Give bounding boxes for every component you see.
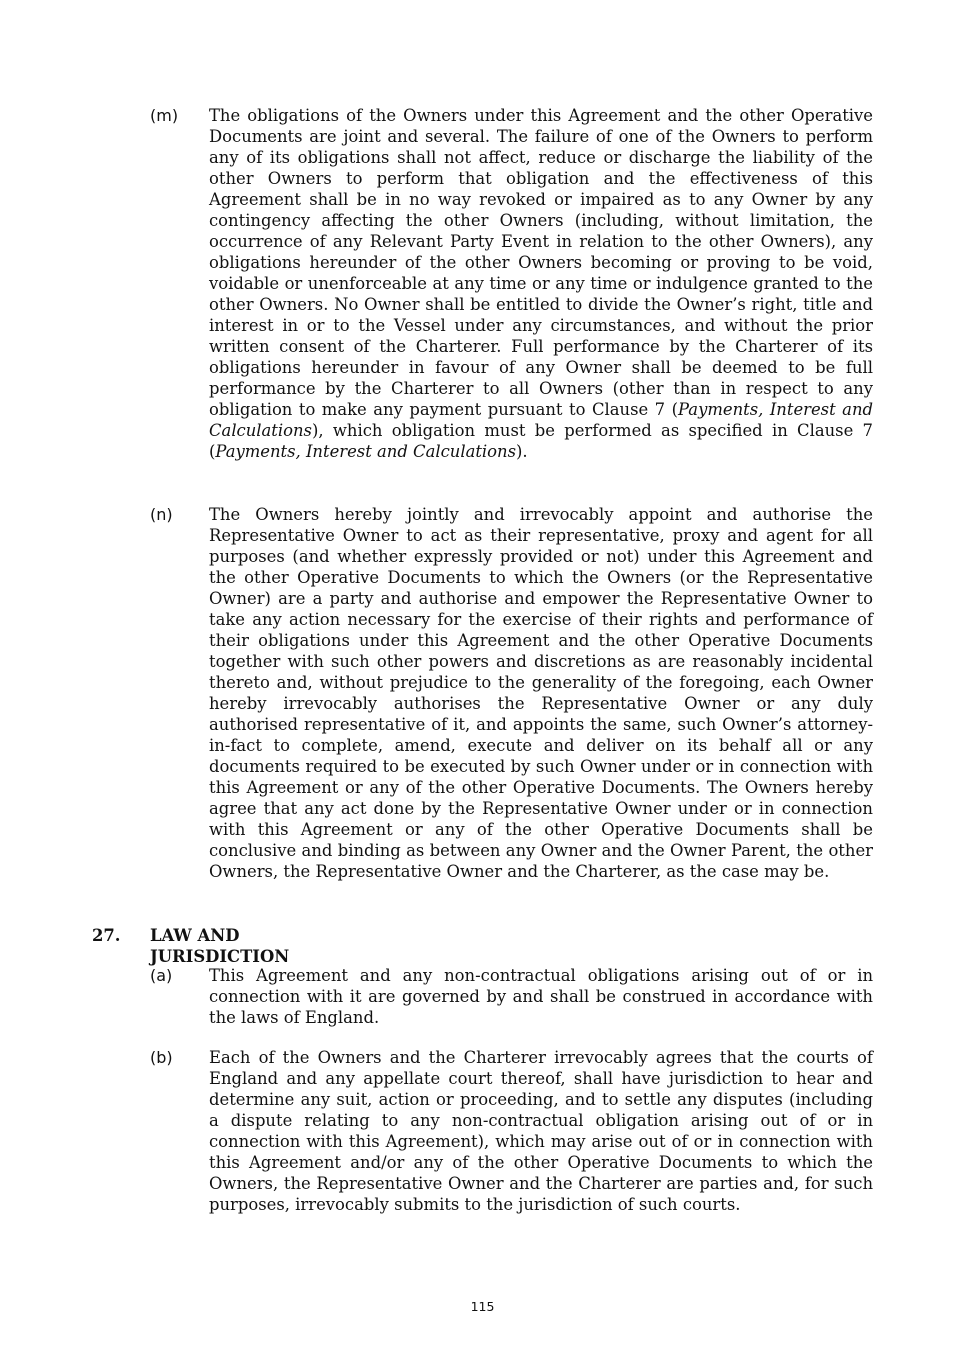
clause-m xyxy=(150,105,873,462)
clause-n xyxy=(150,504,873,882)
clause-a xyxy=(150,965,873,1028)
clause-label: (n) xyxy=(150,505,173,524)
clause-text: The Owners hereby jointly and irrevocably appoint and authorise the Representative Owner to act as their representative, proxy and agent for all purposes (and whether expressly provided or not) under this Agreement and the other Operative Documents to which the Owners (or the Representative Owner) are a party and authorise and empower the Representative Owner to take any action necessary for the exercise of their rights and performance of their obligations under this Agreement and the other Operative Documents together with such other powers and discretions as are reasonably incidental thereto and, without prejudice to the generality of the foregoing, each Owner hereby irrevocably authorises the Representative Owner or any duly authorised representative of it, and appoints the same, such Owner’s attorney-in-fact to complete, amend, execute and deliver on its behalf all or any documents required to be executed by such Owner under or in connection with this Agreement or any of the other Operative Documents. The Owners hereby agree that any act done by the Representative Owner under or in connection with this Agreement or any of the other Operative Documents shall be conclusive and binding as between any Owner and the Owner Parent, the other Owners, the Representative Owner and the Charterer, as the case may be. xyxy=(209,505,873,881)
clause-text: Each of the Owners and the Charterer irrevocably agrees that the courts of England and any appellate court thereof, shall have jurisdiction to hear and determine any suit, action or proceeding, and to settle any disputes (including a dispute relating to any non-contractual obligation arising out of or in connection with this Agreement), which may arise out of or in connection with this Agreement and/or any of the other Operative Documents to which the Owners, the Representative Owner and the Charterer are parties and, for such purposes, irrevocably submits to the jurisdiction of such courts. xyxy=(209,1048,873,1214)
clause-label: (b) xyxy=(150,1048,173,1067)
clause-text-segment: ). xyxy=(516,442,528,461)
clause-label: (a) xyxy=(150,966,173,985)
clause-reference-title: Payments, Interest and Calculations xyxy=(209,400,873,440)
clause-reference-title: Payments, Interest and Calculations xyxy=(215,442,517,461)
section-title: LAW AND JURISDICTION xyxy=(150,926,290,966)
page-number: 115 xyxy=(470,1299,495,1314)
clause-text-segment: The obligations of the Owners under this Agreement and the other Operative Documents are joint and several. The failure of one of the Owners to perform any of its obligations shall not affect, reduce or discharge the liability of the other Owners to perform that obligation and the effectiveness of this Agreement shall be in no way revoked or impaired as to any Owner by any contingency affecting the other Owners (including, without limitation, the occurrence of any Relevant Party Event in relation to the other Owners), any obligations hereunder of the other Owners becoming or proving to be void, voidable or unenforceable at any time or any time or indulgence granted to the other Owners. No Owner shall be entitled to divide the Owner’s right, title and interest in or to the Vessel under any circumstances, and without the prior written consent of the Charterer. Full performance by the Charterer of its obligations hereunder in favour of any Owner shall be deemed to be full performance by the Charterer to all Owners (other than in respect to any obligation to make any payment pursuant to Clause 7 ( xyxy=(209,106,873,419)
clause-text xyxy=(209,105,873,462)
section-number: 27. xyxy=(92,926,121,945)
clause-label: (m) xyxy=(150,106,179,125)
clause-b xyxy=(150,1047,873,1215)
clause-text-segment: ), which obligation must be performed as specified in Clause 7 ( xyxy=(209,421,873,461)
clause-text: This Agreement and any non-contractual obligations arising out of or in connection with it are governed by and shall be construed in accordance with the laws of England. xyxy=(209,966,873,1027)
